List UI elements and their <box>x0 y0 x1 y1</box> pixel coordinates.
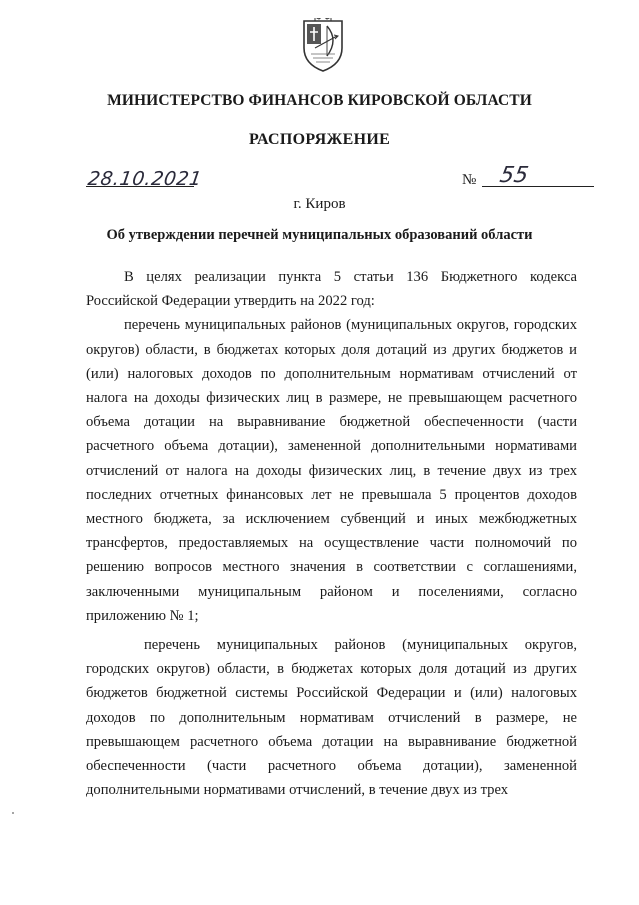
city: г. Киров <box>293 196 346 212</box>
body-paragraph: перечень муниципальных районов (муниципальных округов, городских округов) области, в бюджетах которых доля дотаций из других бюджетов бюджетной системы Российской Федерации и (или) налоговых доходов по дополнительным нормативам отчислений в размере, не превышающем расчетного объема дотации на выравнивание бюджетной обеспеченности (части расчетного объема дотации), замененной дополнительными нормативами отчислений, в течение двух из трех <box>86 637 577 799</box>
document-body <box>86 265 577 802</box>
document-date: 28.10.2021 <box>86 168 204 190</box>
kirov-oblast-coat-of-arms-icon <box>301 18 345 74</box>
body-paragraph: В целях реализации пункта 5 статьи 136 Бюджетного кодекса Российской Федерации утвердить на 2022 год: <box>86 269 577 310</box>
body-paragraph: перечень муниципальных районов (муниципальных округов, городских округов) области, в бюджетах которых доля дотаций из других бюджетов и (или) налоговых доходов по дополнительным нормативам отчислений от налога на доходы физических лиц в размере, не превышающем расчетного объема дотации на выравнивание бюджетной обеспеченности (части расчетного объема дотации), замененной дополнительными нормативами отчислений от налога на доходы физических лиц, в течение двух из трех последних отчетных финансовых лет не превышала 5 процентов доходов местного бюджета, за исключением субвенций и иных межбюджетных трансфертов, предоставляемых на осуществление части полномочий по решению вопросов местного значения в соответствии с соглашениями, заключенными муниципальным районом и поселениями, согласно приложению № 1; <box>86 317 577 624</box>
scan-artifact <box>12 812 14 814</box>
date-underline <box>86 186 194 187</box>
number-label: № <box>462 172 477 188</box>
document-number: 55 <box>497 163 531 188</box>
ministry-title: МИНИСТЕРСТВО ФИНАНСОВ КИРОВСКОЙ ОБЛАСТИ <box>107 92 532 109</box>
document-subject: Об утверждении перечней муниципальных образований области <box>106 227 533 243</box>
number-underline <box>482 186 594 187</box>
document-type: РАСПОРЯЖЕНИЕ <box>248 131 391 148</box>
